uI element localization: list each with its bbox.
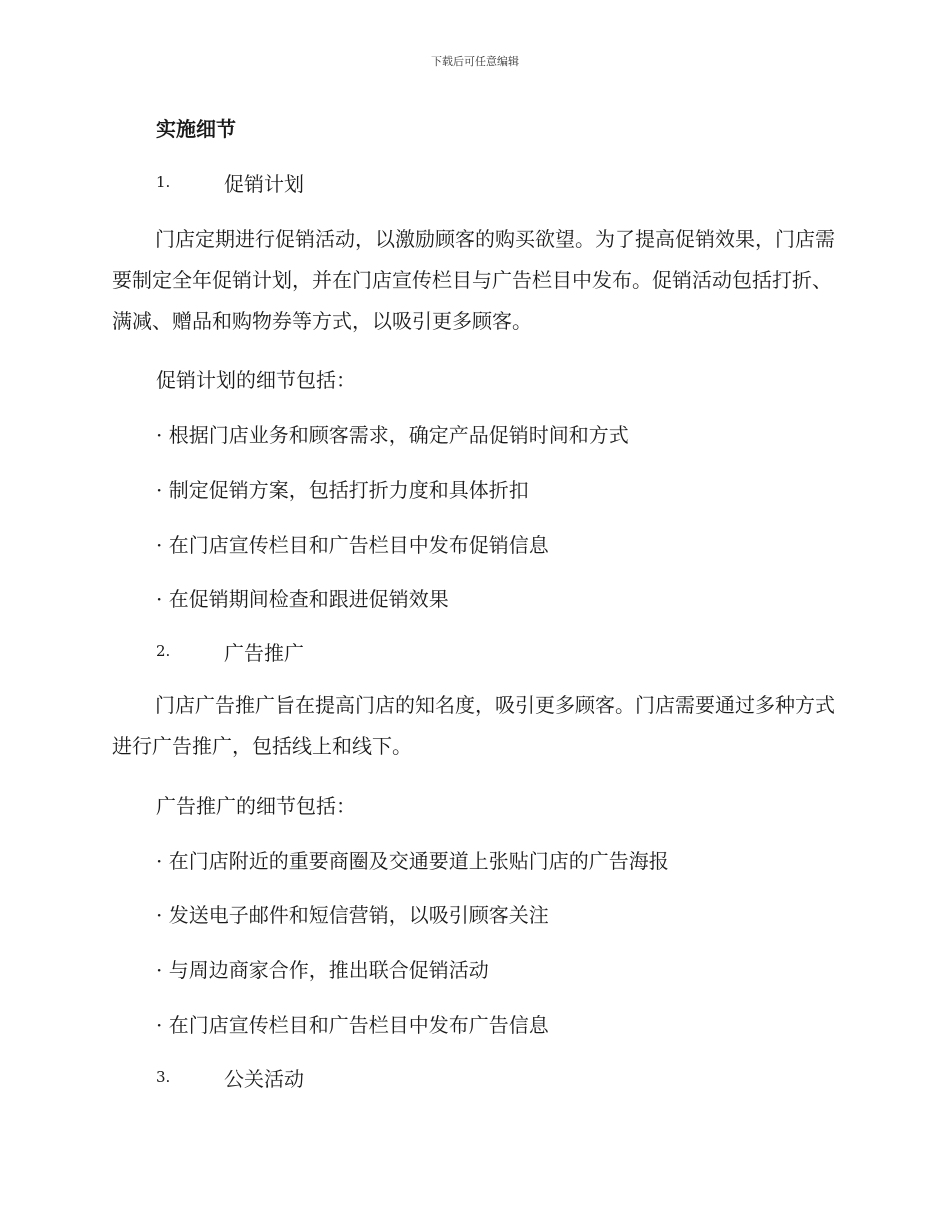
item-label-3: 公关活动: [224, 1067, 304, 1091]
bullet-item: · 根据门店业务和顾客需求，确定产品促销时间和方式: [156, 423, 629, 447]
item-label-1: 促销计划: [224, 172, 304, 196]
bullet-item: · 在门店附近的重要商圈及交通要道上张贴门店的广告海报: [156, 849, 669, 873]
item-number-3: 3.: [156, 1068, 171, 1086]
bullet-item: · 与周边商家合作，推出联合促销活动: [156, 958, 489, 982]
item-number-1: 1.: [156, 173, 171, 191]
bullet-item: · 在门店宣传栏目和广告栏目中发布广告信息: [156, 1013, 549, 1037]
promotion-intro: 促销计划的细节包括：: [156, 368, 356, 392]
paragraph-advertising: 门店广告推广旨在提高门店的知名度，吸引更多顾客。门店需要通过多种方式进行广告推广，包括线上和线下。: [112, 693, 835, 758]
advertising-intro: 广告推广的细节包括：: [156, 794, 356, 818]
item-label-2: 广告推广: [224, 641, 304, 665]
bullet-item: · 发送电子邮件和短信营销，以吸引顾客关注: [156, 903, 549, 927]
paragraph-promotion: 门店定期进行促销活动，以激励顾客的购买欲望。为了提高促销效果，门店需要制定全年促销计划，并在门店宣传栏目与广告栏目中发布。促销活动包括打折、满减、赠品和购物券等方式，以吸引更多顾客。: [112, 227, 835, 333]
bullet-item: · 制定促销方案，包括打折力度和具体折扣: [156, 478, 529, 502]
item-number-2: 2.: [156, 642, 171, 660]
page-header: 下载后可任意编辑: [431, 55, 519, 68]
bullet-item: · 在促销期间检查和跟进促销效果: [156, 587, 449, 611]
section-title: 实施细节: [156, 117, 236, 141]
bullet-item: · 在门店宣传栏目和广告栏目中发布促销信息: [156, 533, 549, 557]
